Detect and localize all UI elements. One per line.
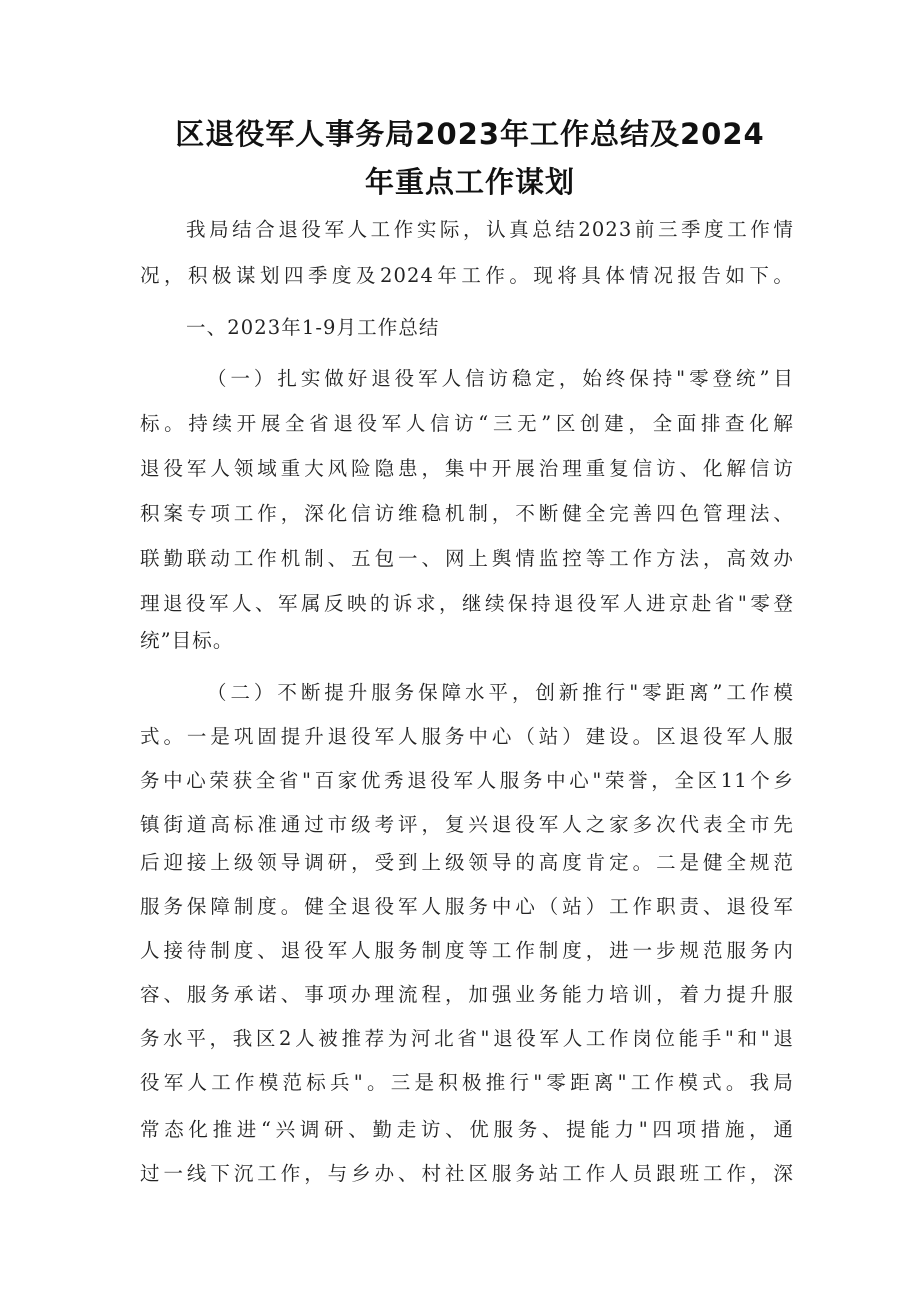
paragraph-line: 统”目标。	[140, 629, 234, 652]
paragraph-line: 镇街道高标准通过市级考评，复兴退役军人之家多次代表全市先	[140, 813, 794, 836]
paragraph-line: 役军人工作模范标兵"。三是积极推行"零距离"工作模式。我局	[140, 1071, 794, 1094]
paragraph-line: 容、服务承诺、事项办理流程，加强业务能力培训，着力提升服	[140, 983, 794, 1006]
paragraph-line: 人接待制度、退役军人服务制度等工作制度，进一步规范服务内	[140, 939, 794, 962]
section-heading: 一、2023年1-9月工作总结	[186, 316, 440, 339]
paragraph-line: （二）不断提升服务保障水平，创新推行"零距离”工作模	[207, 681, 794, 704]
paragraph-line: 后迎接上级领导调研，受到上级领导的高度肯定。二是健全规范	[140, 851, 794, 874]
paragraph-line: （一）扎实做好退役军人信访稳定，始终保持"零登统”目	[207, 367, 794, 390]
paragraph-line: 式。一是巩固提升退役军人服务中心（站）建设。区退役军人服	[140, 725, 794, 748]
paragraph-line: 我局结合退役军人工作实际，认真总结2023前三季度工作情	[186, 218, 794, 241]
document-title-line-2: 年重点工作谋划	[364, 165, 575, 199]
paragraph-line: 务水平，我区2人被推荐为河北省"退役军人工作岗位能手"和"退	[140, 1027, 794, 1050]
paragraph-line: 务中心荣获全省"百家优秀退役军人服务中心"荣誉，全区11个乡	[140, 769, 794, 792]
paragraph-line: 常态化推进“兴调研、勤走访、优服务、提能力"四项措施，通	[140, 1118, 794, 1141]
paragraph-line: 服务保障制度。健全退役军人服务中心（站）工作职责、退役军	[140, 895, 794, 918]
document-title-line-1: 区退役军人事务局2023年工作总结及2024	[175, 117, 765, 151]
paragraph-line: 积案专项工作，深化信访维稳机制，不断健全完善四色管理法、	[140, 502, 794, 525]
paragraph-line: 标。持续开展全省退役军人信访“三无”区创建，全面排查化解	[140, 412, 794, 435]
paragraph-line: 过一线下沉工作，与乡办、村社区服务站工作人员跟班工作，深	[140, 1162, 794, 1185]
paragraph-line: 理退役军人、军属反映的诉求，继续保持退役军人进京赴省"零登	[140, 592, 794, 615]
paragraph-line: 联勤联动工作机制、五包一、网上舆情监控等工作方法，高效办	[140, 547, 794, 570]
paragraph-line: 退役军人领域重大风险隐患，集中开展治理重复信访、化解信访	[140, 457, 794, 480]
paragraph-line: 况，积极谋划四季度及2024年工作。现将具体情况报告如下。	[140, 264, 794, 287]
